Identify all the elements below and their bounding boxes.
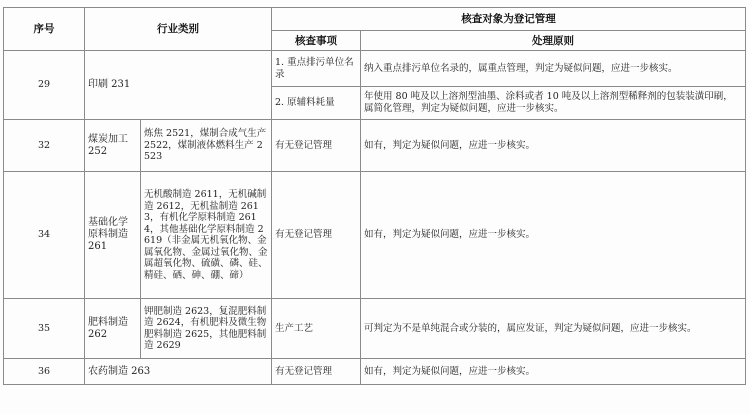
- category-cell: 基础化学原料制造 261: [85, 172, 141, 299]
- check-item-cell: 有无登记管理: [272, 120, 361, 172]
- header-seq: 序号: [4, 8, 85, 51]
- industry-registration-table: [3, 7, 746, 385]
- seq-cell: 35: [4, 299, 85, 359]
- header-check-item: 核查事项: [272, 31, 361, 51]
- subcategory-cell: 炼焦 2521，煤制合成气生产 2522，煤制液体燃料生产 2523: [141, 120, 272, 172]
- table-row: [4, 359, 746, 385]
- category-cell: 肥料制造 262: [85, 299, 141, 359]
- principle-cell: 年使用 80 吨及以上溶剂型油墨、涂料或者 10 吨及以上溶剂型稀释剂的包装装潢印刷，属简化管理，判定为疑似问题，应进一步核实。: [361, 87, 746, 120]
- category-cell: 煤炭加工 252: [85, 120, 141, 172]
- check-item-cell: 生产工艺: [272, 299, 361, 359]
- principle-cell: 纳入重点排污单位名录的，属重点管理，判定为疑似问题，应进一步核实。: [361, 51, 746, 87]
- principle-cell: 可判定为不是单纯混合或分装的，属应发证，判定为疑似问题，应进一步核实。: [361, 299, 746, 359]
- header-industry: 行业类别: [85, 8, 272, 51]
- category-cell: 农药制造 263: [85, 359, 272, 385]
- header-registration: 核查对象为登记管理: [272, 8, 746, 31]
- table-row: [4, 51, 746, 87]
- principle-cell: 如有，判定为疑似问题，应进一步核实。: [361, 172, 746, 299]
- subcategory-cell: 无机酸制造 2611，无机碱制造 2612，无机盐制造 2613，有机化学原料制造 2614，其他基础化学原料制造 2619（非金属无机氧化物、金属氧化物、金属过氧化物、金属超氧化物、硫磺、磷、硅、精硅、硒、砷、硼、碲）: [141, 172, 272, 299]
- principle-cell: 如有，判定为疑似问题，应进一步核实。: [361, 120, 746, 172]
- seq-cell: 36: [4, 359, 85, 385]
- table-row: [4, 120, 746, 172]
- check-item-cell: 1. 重点排污单位名录: [272, 51, 361, 87]
- table-row: [4, 299, 746, 359]
- category-cell: 印刷 231: [85, 51, 272, 120]
- table-row: [4, 172, 746, 299]
- header-row-1: [4, 8, 746, 31]
- subcategory-cell: 钾肥制造 2623，复混肥料制造 2624，有机肥料及微生物肥料制造 2625，其他肥料制造 2629: [141, 299, 272, 359]
- seq-cell: 32: [4, 120, 85, 172]
- check-item-cell: 2. 原辅料耗量: [272, 87, 361, 120]
- header-principle: 处理原则: [361, 31, 746, 51]
- principle-cell: 如有，判定为疑似问题，应进一步核实。: [361, 359, 746, 385]
- check-item-cell: 有无登记管理: [272, 172, 361, 299]
- seq-cell: 29: [4, 51, 85, 120]
- seq-cell: 34: [4, 172, 85, 299]
- check-item-cell: 有无登记管理: [272, 359, 361, 385]
